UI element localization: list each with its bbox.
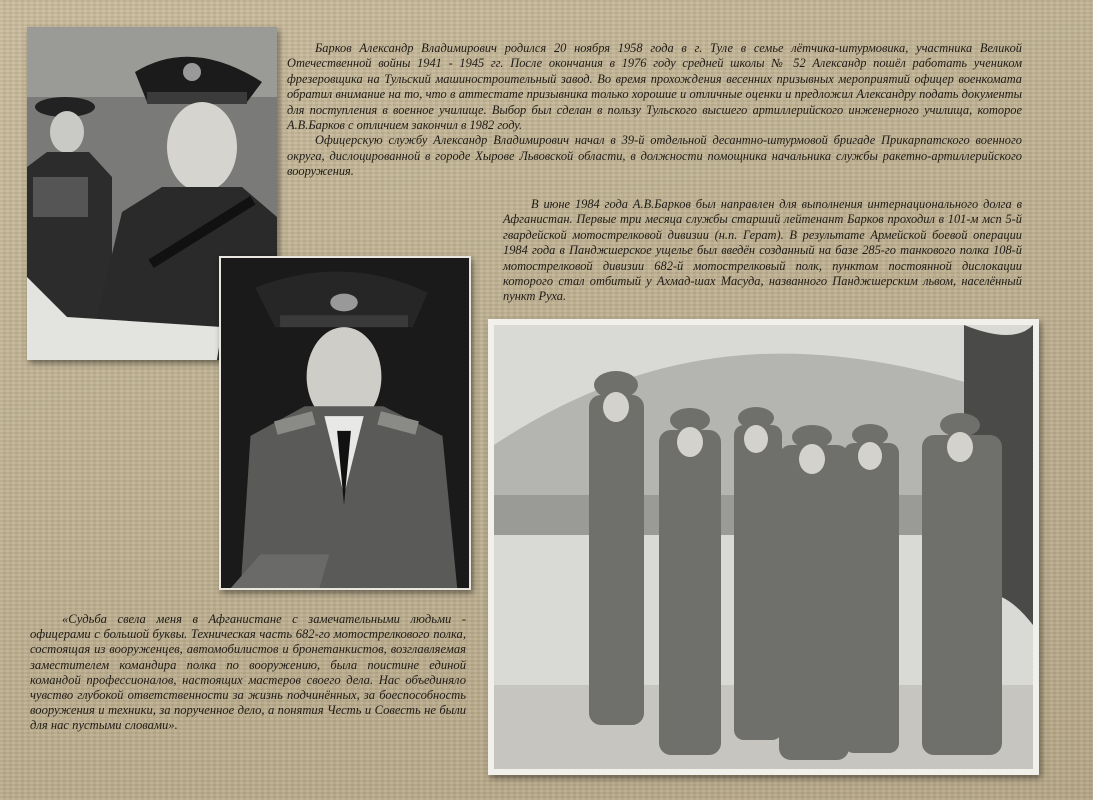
bio-paragraph-1: Барков Александр Владимирович родился 20 ноября 1958 года в г. Туле в семье лётчика-штурмовика, участника Великой Отечественной войны 1941 - 1945 гг. После окончания в 1976 году средней школы № 52 Александр пошёл работать учеником фрезеровщика на Тульский машиностроительный завод. Во время прохождения весенних призывных мероприятий офицер военкомата обратил внимание на то, что в аттестате призывника только хорошие и отличные оценки и предложил Александру подать документы для поступления в военное училище. Выбор был сделан в пользу Тульского высшего артиллерийского инженерного училища, которое А.В.Барков с отличием закончил в 1982 году. xyxy=(287,41,1022,133)
portrait-photo xyxy=(219,256,471,590)
group-photo xyxy=(488,319,1039,775)
bio-paragraph-2: Офицерскую службу Александр Владимирович начал в 39-й отдельной десантно-штурмовой бригаде Прикарпатского военного округа, дислоцированной в городе Хырове Львовской области, в должности помощника начальника службы ракетно-артиллерийского вооружения. xyxy=(287,133,1022,179)
biography-text xyxy=(287,41,1022,180)
afghanistan-text xyxy=(503,197,1022,305)
quote-text: «Судьба свела меня в Афганистане с замечательными людьми - офицерами с большой буквы. Техническая часть 682-го мотострелкового полка, состоящая из вооруженцев, автомобилистов и бронетанкистов, возглавляемая заместителем командира полка по вооружению, была поистине единой командой профессионалов, настоящих мастеров своего дела. Нас объединяло чувство глубокой ответственности за жизнь подчинённых, за боеспособность вооружения и техники, за порученное дело, а понятия Честь и Совесть не были для нас пустыми словами». xyxy=(30,612,466,733)
afghanistan-paragraph: В июне 1984 года А.В.Барков был направлен для выполнения интернационального долга в Афганистан. Первые три месяца службы старший лейтенант Барков проходил в 101-м мсп 5-й гвардейской мотострелковой дивизии (н.п. Герат). В результате Армейской боевой операции 1984 года в Панджшерское ущелье был введён созданный на базе 285-го танкового полка 108-й мотострелковой дивизии 682-й мотострелковый полк, пунктом постоянной дислокации которого стал отбитый у Ахмад-шах Масуда, названного Панджшерским львом, населённый пункт Руха. xyxy=(503,197,1022,304)
